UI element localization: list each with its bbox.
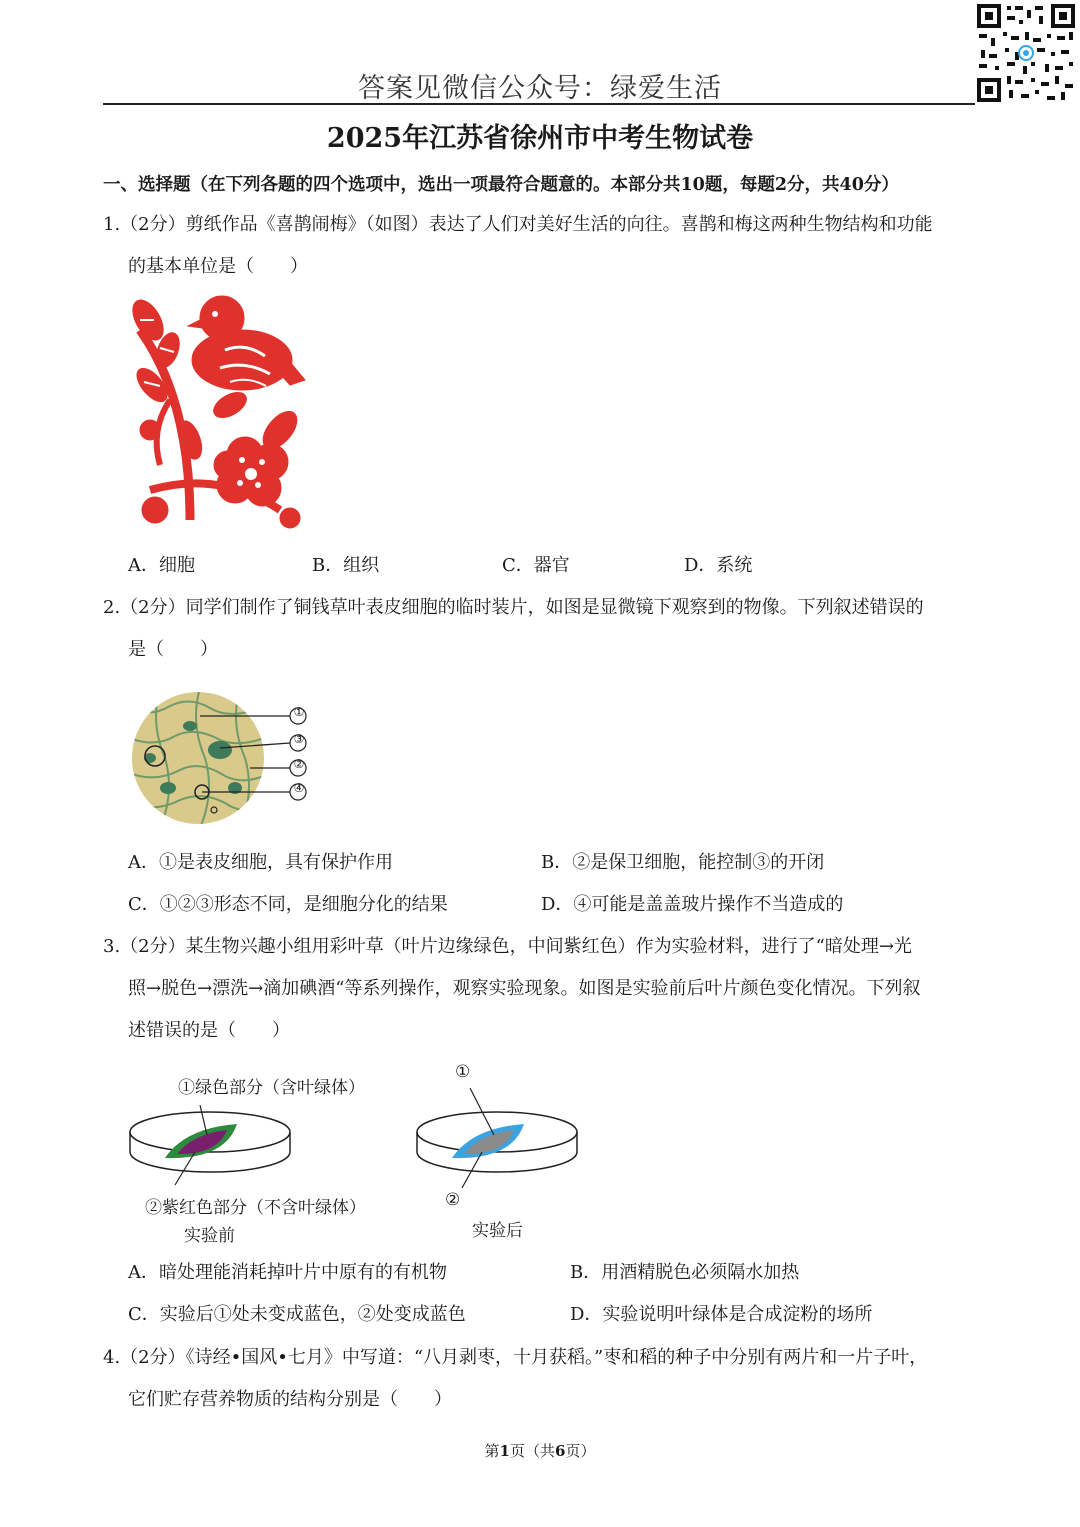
q2-option-d[interactable]: D．④可能是盖盖玻片操作不当造成的 xyxy=(541,894,844,915)
footer-suffix: 页） xyxy=(565,1442,596,1460)
q3-stem-line2: 照→脱色→漂洗→滴加碘酒“等系列操作，观察实验现象。如图是实验前后叶片颜色变化情况。下列叙 xyxy=(128,978,921,999)
fig3-after-caption: 实验后 xyxy=(472,1221,523,1241)
q1-option-c[interactable]: C．器官 xyxy=(502,555,570,576)
q3-option-d[interactable]: D．实验说明叶绿体是合成淀粉的场所 xyxy=(570,1304,873,1325)
fig3-after-label-2: ② xyxy=(445,1190,461,1210)
fig2-label-1: ① xyxy=(293,705,305,719)
footer-prefix: 第 xyxy=(484,1442,500,1460)
fig3-before-dish xyxy=(125,1100,295,1190)
page-title: 2025年江苏省徐州市中考生物试卷 xyxy=(326,123,754,154)
fig3-before-label-2: ②紫红色部分（不含叶绿体） xyxy=(145,1198,366,1218)
q2-option-c[interactable]: C．①②③形态不同，是细胞分化的结果 xyxy=(128,894,448,915)
q3-option-b[interactable]: B．用酒精脱色必须隔水加热 xyxy=(570,1262,800,1283)
fig2-label-3: ③ xyxy=(293,732,305,746)
fig2-label-4: ④ xyxy=(293,781,305,795)
fig3-before-label-1: ①绿色部分（含叶绿体） xyxy=(178,1078,365,1098)
footer-total-pages: 6 xyxy=(555,1442,566,1460)
footer-page-number: 1 xyxy=(499,1442,510,1460)
page-footer xyxy=(0,1440,1080,1461)
q1-option-d[interactable]: D．系统 xyxy=(684,555,753,576)
q1-stem-line2: 的基本单位是（ ） xyxy=(128,256,308,277)
fig2-label-2: ② xyxy=(293,757,305,771)
q3-option-c[interactable]: C．实验后①处未变成蓝色，②处变成蓝色 xyxy=(128,1304,466,1325)
q4-stem-line2: 它们贮存营养物质的结构分别是（ ） xyxy=(128,1389,452,1410)
fig3-after-dish xyxy=(412,1080,582,1190)
fig3-before-caption: 实验前 xyxy=(184,1226,235,1246)
q2-option-b[interactable]: B．②是保卫细胞，能控制③的开闭 xyxy=(541,852,825,873)
papercut-image xyxy=(130,290,315,532)
q2-option-a[interactable]: A．①是表皮细胞，具有保护作用 xyxy=(128,852,393,873)
q3-stem-line1: 3.（2分）某生物兴趣小组用彩叶草（叶片边缘绿色，中间紫红色）作为实验材料，进行了“暗处理→光 xyxy=(103,936,912,957)
q2-stem-line1: 2.（2分）同学们制作了铜钱草叶表皮细胞的临时装片，如图是显微镜下观察到的物像。下列叙述错误的 xyxy=(103,597,924,618)
fig3-after-label-1: ① xyxy=(455,1062,471,1082)
q1-option-a[interactable]: A．细胞 xyxy=(128,555,195,576)
qr-code-icon xyxy=(975,2,1077,104)
footer-mid: 页（共 xyxy=(509,1442,555,1460)
q2-stem-line2: 是（ ） xyxy=(128,639,218,660)
q3-stem-line3: 述错误的是（ ） xyxy=(128,1020,290,1041)
q1-option-b[interactable]: B．组织 xyxy=(312,555,380,576)
q3-option-a[interactable]: A．暗处理能消耗掉叶片中原有的有机物 xyxy=(128,1262,447,1283)
header-divider xyxy=(103,103,975,105)
q4-stem-line1: 4.（2分）《诗经•国风•七月》中写道：“八月剥枣，十月获稻。”枣和稻的种子中分别有两片和一片子叶， xyxy=(103,1347,928,1368)
section-heading: 一、选择题（在下列各题的四个选项中，选出一项最符合题意的。本部分共10题，每题2分，共40分） xyxy=(103,175,899,195)
header-note: 答案见微信公众号：绿爱生活 xyxy=(358,73,722,104)
q1-stem-line1: 1.（2分）剪纸作品《喜鹊闹梅》（如图）表达了人们对美好生活的向往。喜鹊和梅这两种生物结构和功能 xyxy=(103,214,933,235)
